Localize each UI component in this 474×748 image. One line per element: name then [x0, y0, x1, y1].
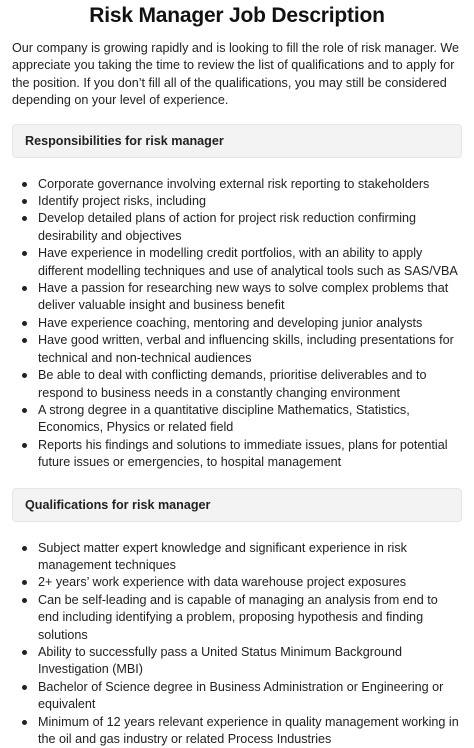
list-item-text: Corporate governance involving external risk reporting to stakeholders — [38, 176, 430, 191]
bullet-icon — [22, 199, 27, 204]
list-item-text: Identify project risks, including — [38, 194, 206, 209]
list-item-text: Ability to successfully pass a United Status Minimum Background Investigation (MBI) — [38, 644, 402, 677]
list-item — [38, 402, 462, 437]
list-item-text: Have good written, verbal and influencing skills, including presentations for technical and non-technical audiences — [38, 333, 454, 365]
list-item-text: Be able to deal with conflicting demands, prioritise deliverables and to respond to business needs in a constantly changing environment — [38, 368, 427, 400]
bullet-icon — [22, 408, 27, 413]
qualifications-section — [12, 488, 462, 748]
list-item — [38, 315, 462, 332]
list-item-text: 2+ years’ work experience with data warehouse project exposures — [38, 575, 407, 590]
list-item-text: Can be self-leading and is capable of managing an analysis from end to end including identifying a problem, proposing hypothesis and finding solutions — [38, 592, 438, 642]
list-item — [38, 367, 462, 402]
qualifications-heading: Qualifications for risk manager — [12, 488, 462, 522]
bullet-icon — [22, 373, 27, 378]
list-item — [38, 193, 462, 210]
list-item-text: Develop detailed plans of action for project risk reduction confirming desirability and objectives — [38, 211, 417, 243]
responsibilities-heading: Responsibilities for risk manager — [12, 124, 462, 158]
list-item — [38, 540, 462, 575]
list-item-text: Bachelor of Science degree in Business Administration or Engineering or equivalent — [38, 679, 444, 712]
list-item — [38, 245, 462, 280]
bullet-icon — [22, 650, 27, 655]
bullet-icon — [22, 546, 27, 551]
bullet-icon — [22, 286, 27, 291]
bullet-icon — [22, 720, 27, 725]
bullet-icon — [22, 216, 27, 221]
qualifications-list — [12, 540, 462, 748]
intro-paragraph: Our company is growing rapidly and is looking to fill the role of risk manager. We appreciate you taking the time to review the list of qualifications and to apply for the position. If you don’t fill all of the qualifications, you may still be considered depending on your level of experience. — [12, 41, 460, 108]
list-item — [38, 280, 462, 315]
list-item — [38, 644, 462, 679]
list-item-text: Have experience in modelling credit portfolios, with an ability to apply different modelling techniques and use of analytical tools such as SAS/VBA — [38, 246, 458, 278]
list-item — [38, 210, 462, 245]
list-item-text: A strong degree in a quantitative discipline Mathematics, Statistics, Economics, Physics or related field — [38, 402, 410, 435]
list-item-text: Reports his findings and solutions to immediate issues, plans for potential future issues or emergencies, to hospital management — [38, 437, 448, 470]
list-item-text: Minimum of 12 years relevant experience in quality management working in the oil and gas industry or related Process Industries — [38, 714, 459, 746]
bullet-icon — [22, 251, 27, 256]
bullet-icon — [22, 338, 27, 343]
responsibilities-list — [12, 176, 462, 472]
list-item-text: Have a passion for researching new ways to solve complex problems that deliver valuable insight and business benefit — [38, 281, 449, 313]
responsibilities-section — [12, 124, 462, 472]
bullet-icon — [22, 580, 27, 585]
bullet-icon — [22, 443, 27, 448]
list-item — [38, 592, 462, 644]
list-item — [38, 574, 462, 591]
list-item — [38, 714, 462, 748]
bullet-icon — [22, 685, 27, 690]
list-item — [38, 437, 462, 472]
list-item — [38, 679, 462, 714]
page-title: Risk Manager Job Description — [89, 4, 385, 27]
list-item — [38, 332, 462, 367]
bullet-icon — [22, 182, 27, 187]
list-item-text: Have experience coaching, mentoring and developing junior analysts — [38, 315, 423, 330]
bullet-icon — [22, 321, 27, 326]
bullet-icon — [22, 598, 27, 603]
list-item-text: Subject matter expert knowledge and significant experience in risk management techniques — [38, 540, 407, 572]
list-item — [38, 176, 462, 193]
